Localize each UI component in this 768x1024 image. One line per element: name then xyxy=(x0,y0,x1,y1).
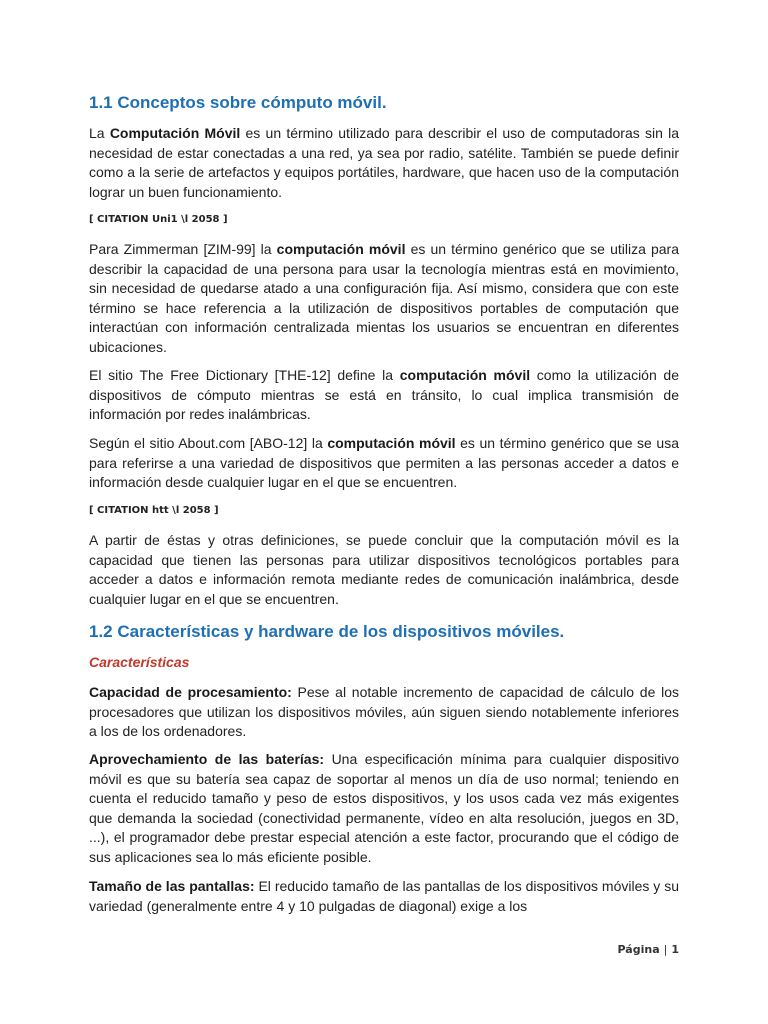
page-label: Página xyxy=(617,943,660,956)
paragraph-5: A partir de éstas y otras definiciones, se puede concluir que la computación móvil es la capacidad que tienen las personas para utilizar dispositivos tecnológicos portables para acceder a datos e información remota mediante redes de comunicación inalámbrica, desde cualquier lugar en el que se encuentren. xyxy=(89,532,679,607)
subheading-caracteristicas: Características xyxy=(89,654,190,670)
citation-2: [ CITATION htt \l 2058 ] xyxy=(89,505,219,516)
paragraph-1: La Computación Móvil es un término utilizado para describir el uso de computadoras sin la necesidad de estar conectadas a una red, ya sea por radio, satélite. También se puede definir como a la serie de artefactos y equipos portátiles, hardware, que hacen uso de la computación lograr un buen funcionamiento. xyxy=(89,125,679,200)
section-heading-1: 1.1 Conceptos sobre cómputo móvil. xyxy=(89,93,387,112)
page-footer xyxy=(618,943,679,956)
page-number: 1 xyxy=(671,943,679,956)
paragraph-4: Según el sitio About.com [ABO-12] la computación móvil es un término genérico que se usa para referirse a una variedad de dispositivos que permiten a las personas acceder a datos e información desde cualquier lugar en el que se encuentren. xyxy=(89,435,679,490)
citation-1: [ CITATION Uni1 \l 2058 ] xyxy=(89,214,228,225)
section-heading-2: 1.2 Características y hardware de los dispositivos móviles. xyxy=(89,622,565,641)
paragraph-2: Para Zimmerman [ZIM-99] la computación móvil es un término genérico que se utiliza para describir la capacidad de una persona para usar la tecnología mientras está en movimiento, sin necesidad de quedarse atado a una configuración fija. Así mismo, considera que con este término se hace referencia a la utilización de dispositivos portables de computación que interactúan con información centralizada mientas los usuarios se encuentran en diferentes ubicaciones. xyxy=(89,241,679,355)
page-separator: | xyxy=(663,943,668,956)
paragraph-processing: Capacidad de procesamiento: Pese al notable incremento de capacidad de cálculo de los procesadores que utilizan los dispositivos móviles, aún siguen siendo notablemente inferiores a los de los ordenadores. xyxy=(89,684,679,739)
paragraph-3: El sitio The Free Dictionary [THE-12] define la computación móvil como la utilización de dispositivos de cómputo mientras se está en tránsito, lo cual implica transmisión de información por redes inalámbricas. xyxy=(89,367,680,422)
paragraph-screens: Tamaño de las pantallas: El reducido tamaño de las pantallas de los dispositivos móviles y su variedad (generalmente entre 4 y 10 pulgadas de diagonal) exige a los xyxy=(89,878,679,914)
paragraph-batteries: Aprovechamiento de las baterías: Una especificación mínima para cualquier dispositivo móvil es que su batería sea capaz de soportar al menos un día de uso normal; teniendo en cuenta el reducido tamaño y peso de estos dispositivos, y los usos cada vez más exigentes que demanda la sociedad (conectividad permanente, vídeo en alta resolución, juegos en 3D, ...), el programador debe prestar especial atención a este factor, procurando que el código de sus aplicaciones sea lo más eficiente posible. xyxy=(89,751,679,865)
